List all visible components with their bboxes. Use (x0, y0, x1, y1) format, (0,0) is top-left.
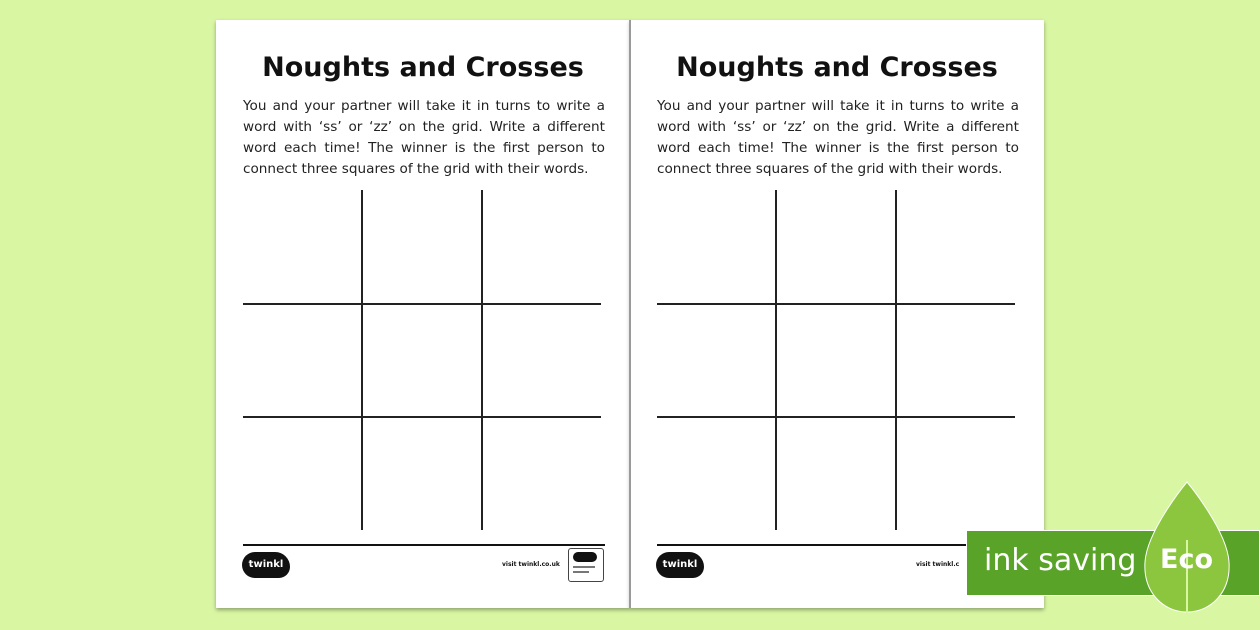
grid-line-vertical (775, 190, 777, 530)
twinkl-logo: twinkl (242, 552, 290, 578)
page-fold-divider (629, 20, 631, 608)
worksheet-instructions: You and your partner will take it in turns to write a word with ‘ss’ or ‘zz’ on the grid. Write a different word each time! The winner is the first person to connect three squares of the grid with their words. (657, 98, 1019, 177)
noughts-crosses-grid (657, 190, 1015, 530)
worksheet-title: Noughts and Crosses (676, 52, 998, 83)
grid-line-horizontal (243, 416, 601, 418)
grid-line-vertical (895, 190, 897, 530)
quality-badge-icon (568, 548, 604, 582)
grid-line-horizontal (243, 303, 601, 305)
grid-line-horizontal (657, 303, 1015, 305)
ink-saving-label: ink saving (984, 543, 1137, 578)
worksheet-title: Noughts and Crosses (262, 52, 584, 83)
noughts-crosses-grid (243, 190, 601, 530)
grid-line-vertical (361, 190, 363, 530)
worksheet-right (630, 20, 1044, 608)
eco-badge-label: Eco (1160, 544, 1213, 575)
footer-divider (243, 544, 605, 546)
grid-line-horizontal (657, 416, 1015, 418)
footer-url: visit twinkl.co.uk (502, 561, 560, 568)
footer-divider (657, 544, 1019, 546)
footer-url: visit twinkl.c (916, 561, 960, 568)
worksheet-instructions: You and your partner will take it in turns to write a word with ‘ss’ or ‘zz’ on the grid. Write a different word each time! The winner is the first person to connect three squares of the grid with their words. (243, 98, 605, 177)
twinkl-logo: twinkl (656, 552, 704, 578)
grid-line-vertical (481, 190, 483, 530)
worksheet-left (216, 20, 630, 608)
